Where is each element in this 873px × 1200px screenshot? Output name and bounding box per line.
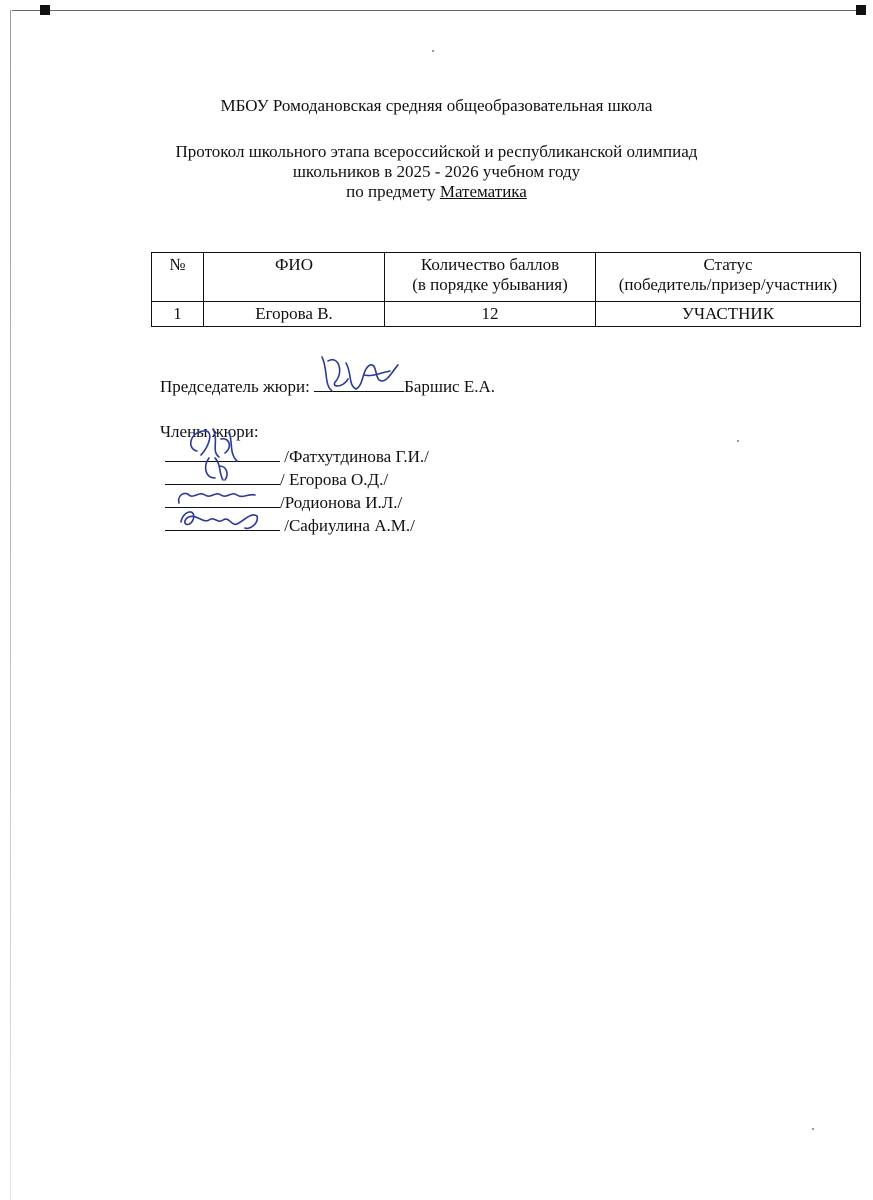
header-score (385, 253, 596, 302)
cell-num: 1 (152, 302, 204, 327)
header-num: № (152, 253, 204, 302)
cell-score: 12 (385, 302, 596, 327)
protocol-title-line2: школьников в 2025 - 2026 учебном году (292, 162, 581, 181)
jury-members-label: Члены жюри: (160, 422, 259, 441)
jury-member-name: / Егорова О.Д./ (280, 470, 389, 489)
header-status (596, 253, 861, 302)
jury-member-name: /Сафиулина А.М./ (280, 516, 415, 535)
document-header (0, 96, 873, 202)
chair-signature (308, 351, 418, 397)
scan-speck (432, 50, 434, 52)
jury-member-name: /Фатхутдинова Г.И./ (280, 447, 429, 466)
scan-corner-mark-left (40, 5, 50, 15)
table-header-row (152, 253, 861, 302)
school-name: МБОУ Ромодановская средняя общеобразовательная школа (220, 96, 653, 115)
table-row (152, 302, 861, 327)
subject-name: Математика (439, 182, 527, 201)
header-status-line1: Статус (703, 255, 753, 274)
cell-status: УЧАСТНИК (596, 302, 861, 327)
header-name: ФИО (204, 253, 385, 302)
protocol-title-line1: Протокол школьного этапа всероссийской и республиканской олимпиад (175, 142, 698, 161)
jury-member-name: /Родионова И.Л./ (280, 493, 403, 512)
header-score-line2: (в порядке убывания) (412, 275, 568, 294)
subject-line (0, 182, 873, 202)
scan-speck (737, 440, 739, 442)
results-table (151, 252, 861, 327)
chair-signature-line (314, 377, 404, 392)
subject-prefix: по предмету (346, 182, 440, 201)
scan-speck (812, 1128, 814, 1130)
scan-corner-mark-right (856, 5, 866, 15)
jury-member-4 (165, 516, 415, 536)
member-signature-line (165, 516, 280, 531)
scan-border-top (12, 10, 864, 11)
cell-name: Егорова В. (204, 302, 385, 327)
member-signature-4 (159, 490, 269, 536)
header-status-line2: (победитель/призер/участник) (618, 275, 838, 294)
jury-chair-line (160, 377, 495, 397)
jury-chair-name: Баршис Е.А. (404, 377, 496, 396)
jury-chair-label: Председатель жюри: (160, 377, 315, 396)
header-score-line1: Количество баллов (420, 255, 560, 274)
